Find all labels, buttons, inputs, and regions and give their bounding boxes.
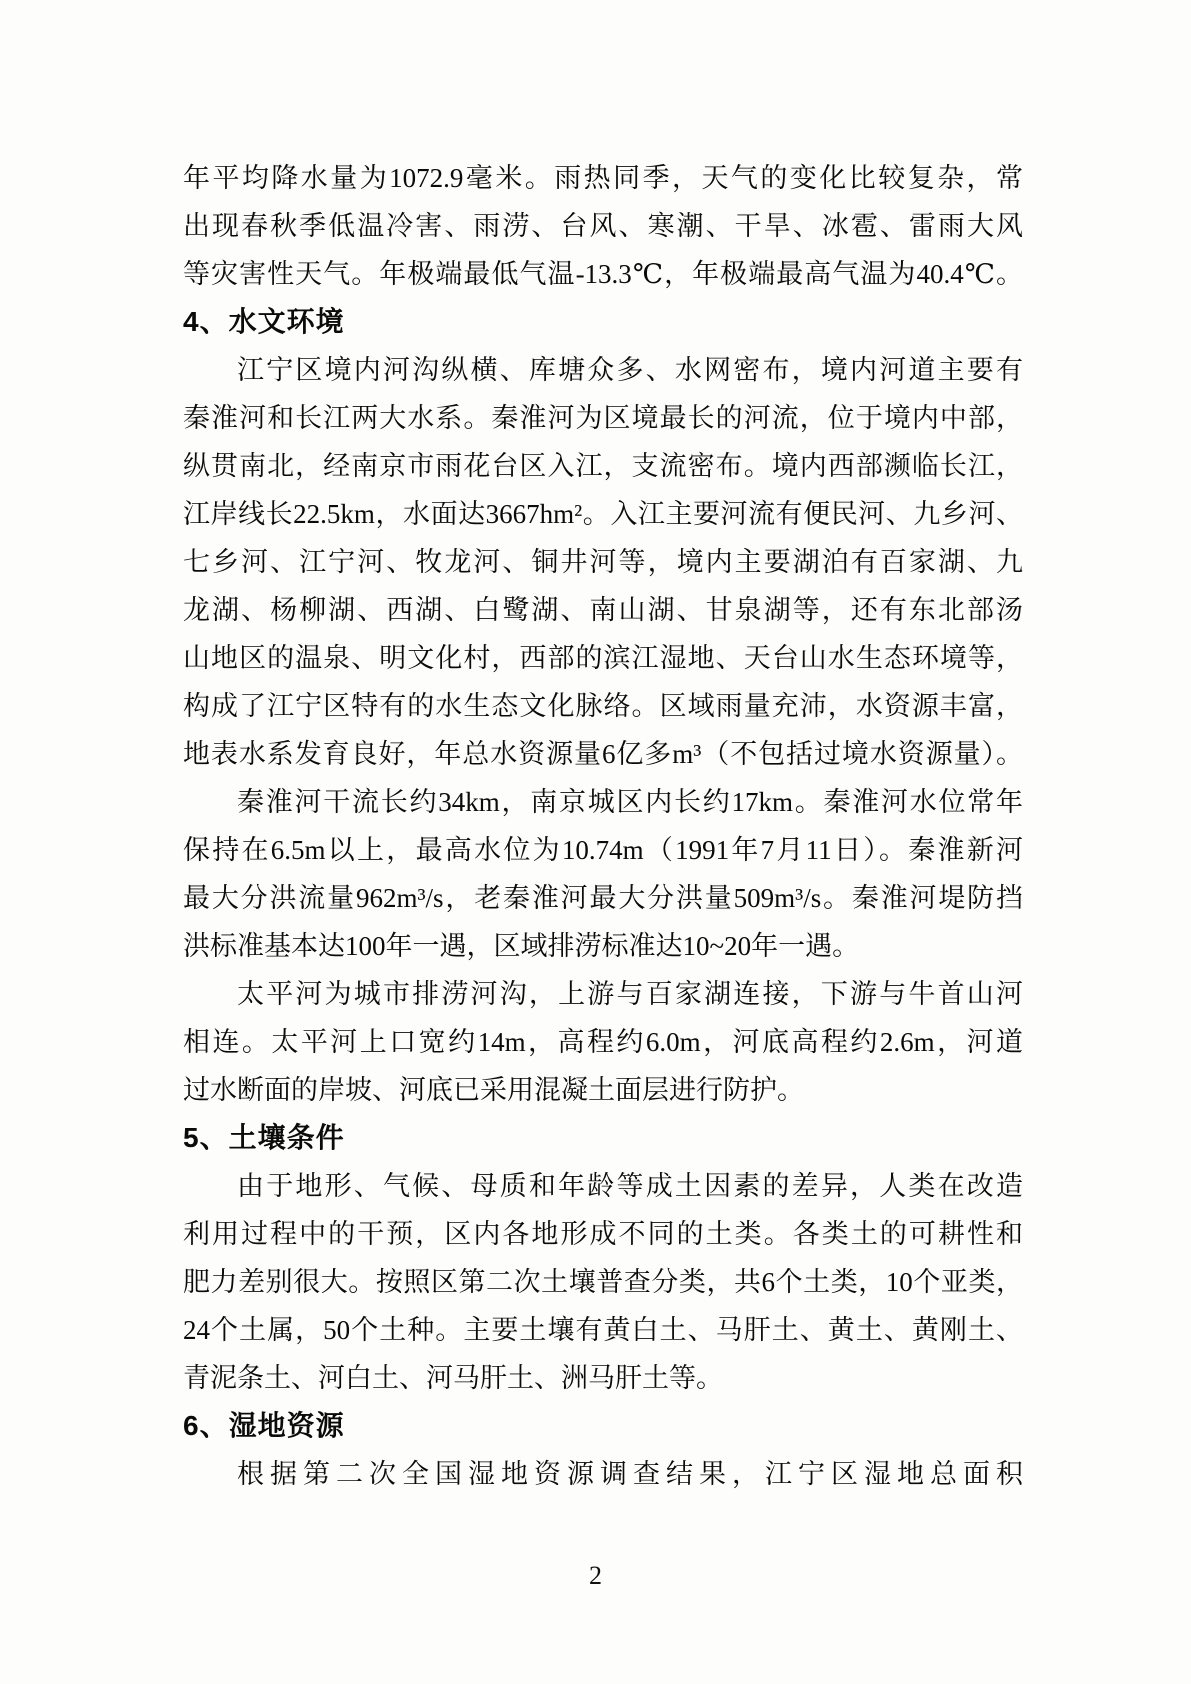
paragraph <box>183 1162 1023 1402</box>
page-number: 2 <box>589 1561 602 1590</box>
text-line: 最大分洪流量962m³/s，老秦淮河最大分洪量509m³/s。秦淮河堤防挡 <box>183 883 1023 913</box>
text-line: 出现春秋季低温冷害、雨涝、台风、寒潮、干旱、冰雹、雷雨大风 <box>183 211 1023 241</box>
paragraph <box>183 346 1023 778</box>
text-line: 青泥条土、河白土、河马肝土、洲马肝土等。 <box>183 1363 723 1393</box>
text-line: 由于地形、气候、母质和年龄等成土因素的差异，人类在改造 <box>237 1171 1023 1201</box>
text-line: 太平河为城市排涝河沟，上游与百家湖连接，下游与牛首山河 <box>237 979 1023 1009</box>
section-heading: 5、土壤条件 <box>183 1122 345 1153</box>
text-line: 江岸线长22.5km，水面达3667hm²。入江主要河流有便民河、九乡河、 <box>183 499 1023 529</box>
section-heading: 6、湿地资源 <box>183 1410 345 1441</box>
paragraph <box>183 1450 1023 1498</box>
text-line: 地表水系发育良好，年总水资源量6亿多m³（不包括过境水资源量）。 <box>183 739 1023 769</box>
text-line: 秦淮河干流长约34km，南京城区内长约17km。秦淮河水位常年 <box>237 787 1023 817</box>
text-line: 年平均降水量为1072.9毫米。雨热同季，天气的变化比较复杂，常 <box>183 163 1023 193</box>
text-line: 洪标准基本达100年一遇，区域排涝标准达10~20年一遇。 <box>183 931 860 961</box>
paragraph <box>183 778 1023 970</box>
text-line: 利用过程中的干预，区内各地形成不同的土类。各类土的可耕性和 <box>183 1219 1023 1249</box>
paragraph <box>183 154 1023 298</box>
text-line: 江宁区境内河沟纵横、库塘众多、水网密布，境内河道主要有 <box>237 355 1023 385</box>
section-heading: 4、水文环境 <box>183 306 345 337</box>
text-line: 24个土属，50个土种。主要土壤有黄白土、马肝土、黄土、黄刚土、 <box>183 1315 1023 1345</box>
document-content <box>183 154 1023 1498</box>
text-line: 保持在6.5m以上，最高水位为10.74m（1991年7月11日）。秦淮新河 <box>183 835 1023 865</box>
text-line: 山地区的温泉、明文化村，西部的滨江湿地、天台山水生态环境等， <box>183 643 1023 673</box>
text-line: 相连。太平河上口宽约14m，高程约6.0m，河底高程约2.6m，河道 <box>183 1027 1023 1057</box>
text-line: 构成了江宁区特有的水生态文化脉络。区域雨量充沛，水资源丰富， <box>183 691 1023 721</box>
text-line: 根据第二次全国湿地资源调查结果，江宁区湿地总面积 <box>237 1459 1023 1489</box>
text-line: 过水断面的岸坡、河底已采用混凝土面层进行防护。 <box>183 1075 804 1105</box>
text-line: 纵贯南北，经南京市雨花台区入江，支流密布。境内西部濒临长江， <box>183 451 1023 481</box>
text-line: 七乡河、江宁河、牧龙河、铜井河等，境内主要湖泊有百家湖、九 <box>183 547 1023 577</box>
text-line: 秦淮河和长江两大水系。秦淮河为区境最长的河流，位于境内中部， <box>183 403 1023 433</box>
text-line: 肥力差别很大。按照区第二次土壤普查分类，共6个土类，10个亚类， <box>183 1267 1023 1297</box>
text-line: 龙湖、杨柳湖、西湖、白鹭湖、南山湖、甘泉湖等，还有东北部汤 <box>183 595 1023 625</box>
paragraph <box>183 970 1023 1114</box>
text-line: 等灾害性天气。年极端最低气温-13.3℃，年极端最高气温为40.4℃。 <box>183 259 1023 289</box>
